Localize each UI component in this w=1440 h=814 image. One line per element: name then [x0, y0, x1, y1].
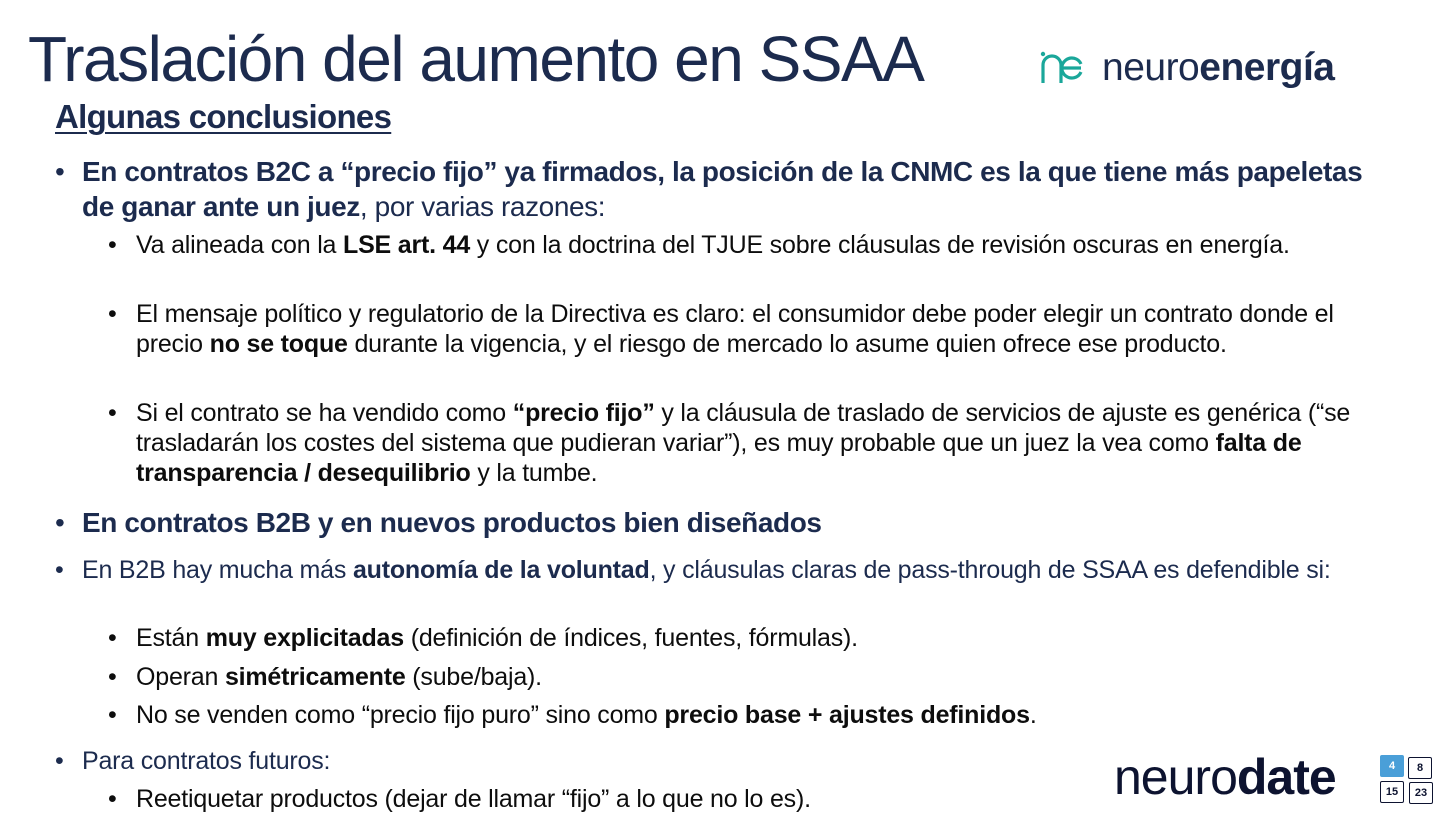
calendar-tile: 4: [1380, 755, 1404, 777]
text-part: En B2B hay mucha más: [82, 556, 353, 584]
text-part: No se venden como “precio fijo puro” sino como: [136, 701, 665, 729]
text-part: y con la doctrina del TJUE sobre cláusulas de revisión oscuras en energía.: [470, 231, 1290, 259]
bullet-dot: •: [108, 663, 117, 691]
bullet-dot: •: [55, 507, 65, 538]
bullet-dot: •: [55, 556, 64, 584]
text-bold: “precio fijo”: [512, 399, 655, 427]
text-part: Están: [136, 624, 206, 652]
text-bold: simétricamente: [224, 663, 406, 691]
bullet-text: [136, 623, 858, 653]
bullet-dot: •: [108, 300, 117, 328]
bullet-rest: , por varias razones:: [359, 191, 606, 222]
text-part: , y cláusulas claras de pass-through de SSAA es defendible si:: [649, 556, 1331, 584]
logo-text-light: neuro: [1114, 749, 1237, 805]
text-bold: no se toque: [209, 330, 348, 358]
neurodate-logo: [1114, 749, 1336, 805]
calendar-tile: 15: [1380, 781, 1404, 803]
sub-bullet-3: [108, 398, 1393, 488]
section-subtitle: Algunas conclusiones: [55, 98, 392, 135]
text-bold: autonomía de la voluntad: [352, 556, 650, 584]
logo-text-bold: date: [1236, 749, 1336, 805]
bullet-text: [136, 700, 1037, 730]
text-bold: LSE art. 44: [343, 231, 471, 259]
bullet-text: [136, 230, 1290, 260]
bullet-text: Reetiquetar productos (dejar de llamar “fijo” a lo que no lo es).: [136, 785, 811, 813]
sub-bullet-2: [108, 299, 1393, 359]
text-part: durante la vigencia, y el riesgo de mercado lo asume quien ofrece ese producto.: [347, 330, 1227, 358]
bullet-dot: •: [108, 785, 117, 813]
bullet-dot: •: [55, 747, 64, 775]
text-part: y la cláusula de traslado de servicios de ajuste es genérica (“se trasladarán los costes del sistema que pudieran variar”), es muy probable que un juez la vea como: [136, 399, 1351, 457]
bullet-text: [136, 662, 542, 692]
calendar-icon: [1378, 752, 1436, 806]
bullet-dot: •: [108, 701, 117, 729]
text-part: El mensaje político y regulatorio de la Directiva es claro: el consumidor debe poder elegir un contrato donde el precio: [136, 300, 1334, 358]
text-part: y la tumbe.: [470, 459, 598, 487]
bullet-text: [82, 555, 1331, 585]
logo-text-bold: energía: [1199, 46, 1335, 89]
calendar-tile: 8: [1408, 757, 1432, 779]
text-bold: precio base + ajustes definidos: [664, 701, 1030, 729]
bullet-bold: En contratos B2C a “precio fijo” ya firmados, la posición de la CNMC es la que tiene más papeletas de ganar ante un juez: [82, 156, 1363, 222]
bullet-text: Para contratos futuros:: [82, 747, 331, 775]
sub-bullet-5: [108, 662, 1393, 692]
text-part: Va alineada con la: [136, 231, 344, 259]
text-part: (sube/baja).: [405, 663, 542, 691]
page-title: Traslación del aumento en SSAA: [28, 23, 924, 95]
bullet-b2c: [55, 154, 1395, 224]
bullet-dot: •: [55, 156, 65, 187]
bullet-b2b: [55, 505, 1395, 540]
sub-bullet-4: [108, 623, 1393, 653]
bullet-dot: •: [108, 231, 117, 259]
bullet-b2b-detail: [55, 555, 1395, 585]
bullet-text: [136, 299, 1393, 359]
sub-bullet-6: [108, 700, 1393, 730]
bullet-text: [136, 398, 1393, 488]
logo-text-light: neuro: [1102, 46, 1200, 89]
bullet-bold: En contratos B2B y en nuevos productos bien diseñados: [82, 507, 822, 538]
text-bold: falta de transparencia / desequilibrio: [136, 429, 1302, 487]
bullet-text: [82, 154, 1395, 224]
calendar-tile: 23: [1409, 782, 1433, 804]
text-bold: muy explicitadas: [205, 624, 404, 652]
bullet-dot: •: [108, 624, 117, 652]
bullet-dot: •: [108, 399, 117, 427]
text-part: (definición de índices, fuentes, fórmulas).: [403, 624, 858, 652]
text-part: Si el contrato se ha vendido como: [136, 399, 513, 427]
text-part: Operan: [136, 663, 225, 691]
text-part: .: [1029, 701, 1037, 729]
sub-bullet-1: [108, 230, 1393, 260]
